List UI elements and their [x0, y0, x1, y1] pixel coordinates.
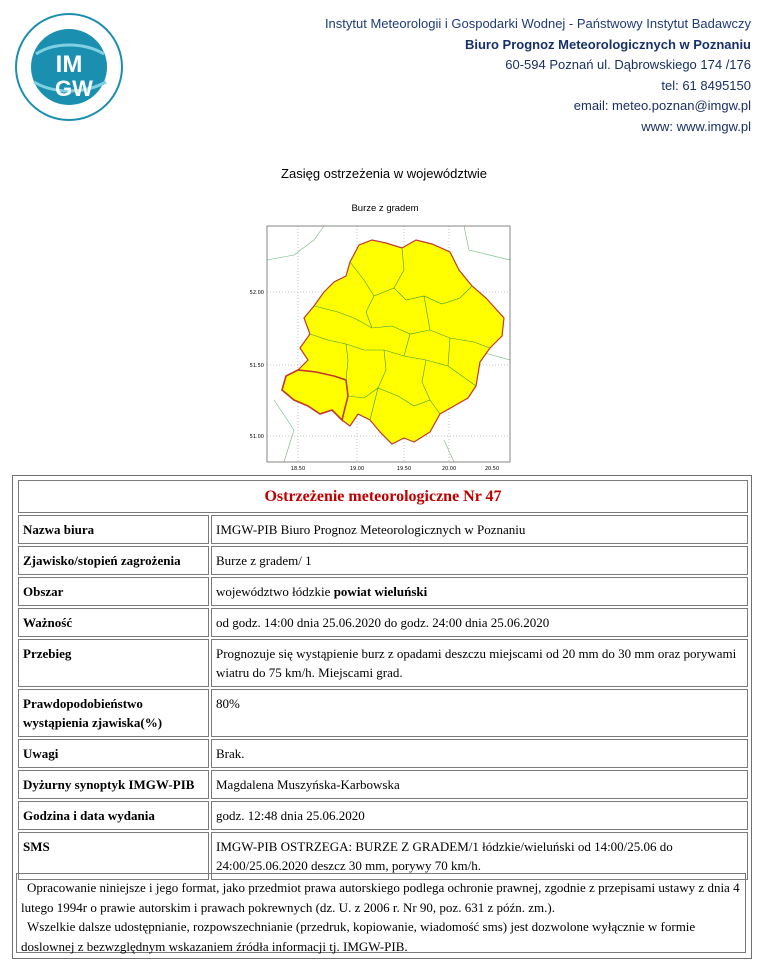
row-value: IMGW-PIB OSTRZEGA: BURZE Z GRADEM/1 łódzkie/wieluński od 14:00/25.06 do 24:00/25.06.2020 deszcz 30 mm, porywy 70 km/h. [211, 832, 748, 880]
row-label: Nazwa biura [18, 515, 209, 544]
lon-tick-2000: 20.00 [441, 466, 457, 472]
warning-map [249, 200, 516, 476]
warning-title: Ostrzeżenie meteorologiczne Nr 47 [18, 480, 748, 513]
map-caption: Burze z gradem [351, 203, 419, 214]
table-row [18, 770, 748, 799]
table-row [18, 546, 748, 575]
row-value: 80% [211, 689, 748, 737]
table-row [18, 577, 748, 606]
lon-tick-1850: 18.50 [290, 466, 306, 472]
office-address: 60-594 Poznań ul. Dąbrowskiego 174 /176 [505, 57, 751, 72]
imgw-logo [14, 12, 124, 122]
table-row [18, 608, 748, 637]
svg-text:IM: IM [55, 51, 83, 78]
row-label: Ważność [18, 608, 209, 637]
institute-name: Instytut Meteorologii i Gospodarki Wodnej - Państwowy Instytut Badawczy [324, 16, 751, 31]
row-label: Obszar [18, 577, 209, 606]
row-label: Prawdopodobieństwo wystąpienia zjawiska(%) [18, 689, 209, 737]
row-value [211, 577, 748, 606]
lon-tick-2050: 20.50 [484, 466, 500, 472]
lat-tick-51: 51.00 [249, 434, 264, 440]
table-row [18, 689, 748, 737]
row-value: od godz. 14:00 dnia 25.06.2020 do godz. 24:00 dnia 25.06.2020 [211, 608, 748, 637]
row-value: godz. 12:48 dnia 25.06.2020 [211, 801, 748, 830]
row-value: Magdalena Muszyńska-Karbowska [211, 770, 748, 799]
voivodeship-map [249, 200, 516, 476]
copyright-paragraph-1: Opracowanie niniejsze i jego format, jako przedmiot prawa autorskiego podlega ochronie prawnej, zgodnie z przepisami ustawy z dnia 4 lutego 1994r o prawie autorskim i prawach pokrewnych (dz. U. z 2006 r. Nr 90, poz. 631 z późn. zm.). [21, 880, 740, 915]
table-row [18, 801, 748, 830]
lon-tick-1950: 19.50 [396, 466, 412, 472]
lon-tick-1900: 19.00 [349, 466, 365, 472]
table-row [18, 639, 748, 687]
row-label: Zjawisko/stopień zagrożenia [18, 546, 209, 575]
area-county: powiat wieluński [333, 584, 428, 599]
institute-contact-block [325, 14, 751, 137]
row-value: Prognozuje się wystąpienie burz z opadami deszczu miejscami od 20 mm do 30 mm oraz porywami wiatru do 75 km/h. Miejscami grad. [211, 639, 748, 687]
row-value: IMGW-PIB Biuro Prognoz Meteorologicznych w Poznaniu [211, 515, 748, 544]
row-label: Uwagi [18, 739, 209, 768]
office-email[interactable]: email: meteo.poznan@imgw.pl [573, 98, 751, 113]
warning-table [16, 478, 750, 882]
lat-tick-52: 52.00 [249, 290, 264, 296]
row-label: SMS [18, 832, 209, 880]
row-value: Burze z gradem/ 1 [211, 546, 748, 575]
office-phone: tel: 61 8495150 [661, 77, 751, 93]
copyright-paragraph-2: Wszelkie dalsze udostępnianie, rozpowszechnianie (przedruk, kopiowanie, wiadomość sms) jest dozwolone wyłącznie w formie doslownej z bezwzględnym wskazaniem źródła informacji tj. IMGW-PIB. [21, 919, 696, 954]
office-name: Biuro Prognoz Meteorologicznych w Poznaniu [464, 36, 751, 52]
map-section-title: Zasięg ostrzeżenia w województwie [281, 166, 487, 181]
copyright-notice [16, 873, 746, 953]
lat-tick-5150: 51.50 [249, 363, 264, 369]
row-label: Godzina i data wydania [18, 801, 209, 830]
office-www[interactable]: www: www.imgw.pl [641, 118, 751, 134]
area-voivodeship: województwo łódzkie [216, 584, 331, 599]
row-value: Brak. [211, 739, 748, 768]
table-row [18, 515, 748, 544]
svg-text:GW: GW [55, 76, 93, 101]
row-label: Przebieg [18, 639, 209, 687]
row-label: Dyżurny synoptyk IMGW-PIB [18, 770, 209, 799]
table-row [18, 739, 748, 768]
